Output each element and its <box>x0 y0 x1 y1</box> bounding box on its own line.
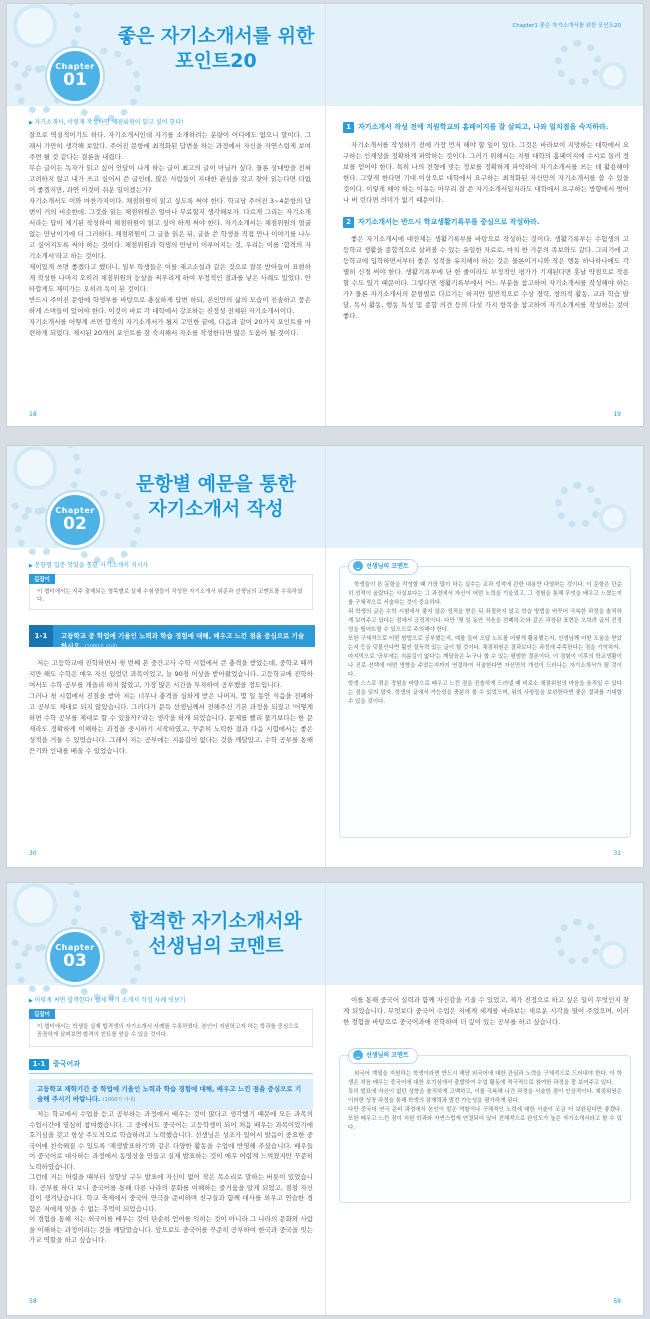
comment-tag <box>348 559 418 575</box>
guide-text: 이 챕터에서는 학생들 실제 합격생의 자기소개서 사례를 수록하였다. 본인이 지원하고자 하는 학과를 중심으로 꼼꼼하게 살펴보면 합격의 힌트를 얻을 수 있을 것이다. <box>37 1024 299 1038</box>
department-name: 중국어과 <box>53 1060 81 1068</box>
gear-decoration <box>555 919 601 965</box>
guide-box <box>29 1009 313 1047</box>
question-limit: (1000자 이내) <box>84 644 118 650</box>
guide-text: 이 챕터에서는 지주 출제되는 형목별로 실제 수험생들이 작성한 자기소개서 위준과 선생님의 코멘트를 수록하였다. <box>37 589 303 603</box>
question-prompt: 고등학교 중 학업에 기울인 노력과 학습 경험에 대해, 배우고 느낀 점을 중심으로 기술하시오. <box>61 632 305 650</box>
gear-decoration <box>599 504 627 532</box>
question-prompt: 고등학교 재학기간 중 학업에 기울인 노력과 학습 경험에 대해, 배우고 느낀 점을 중심으로 기술해 주시기 바랍니다. <box>37 1085 302 1103</box>
section-title: 자기소개서는 반드시 학교생활기록부를 중심으로 작성하라. <box>358 218 540 226</box>
section-number: 1 <box>343 122 354 133</box>
teacher-face-icon <box>353 561 363 571</box>
gear-decoration <box>555 40 601 86</box>
gear-decoration <box>13 883 57 927</box>
spread-chapter-02 <box>6 445 644 868</box>
spread-chapter-01 <box>6 3 644 427</box>
chapter-intro: ▶ 자기소개서, 이렇게 작성하면 채점위원이 읽고 싶어 한다! <box>29 117 184 126</box>
comment-tag <box>348 1048 418 1064</box>
page-gutter <box>325 4 326 426</box>
section-1-text: 자기소개서를 작성하기 전에 가장 먼저 해야 할 일이 있다. 그것은 바라보이 지망하는 대학에서 요구하는 인재상을 정확하게 파악하는 것이다. 그러기 위해서는 지원 대학의 홈페이지에 수시로 들러 정보를 얻어야 한다. 특히 나의 전형에 맞는 정보를 정확하게 파악하여 자기소개서를 쓰는 데 활용해야 한다. 그렇게 한다면 기대 이상으로 대학에서 요구하는 최적화된 자신만의 자기소개서를 쓸 수 있을 것이다. 이렇게 해야 하는 이유는 아무리 잘 쓴 자기소개서일지라도 대학에서 요구하는 방향에서 벗어나 버 린다면 의미가 없기 때문이다. <box>343 141 629 204</box>
gear-decoration <box>555 482 601 528</box>
question-box <box>29 1079 313 1110</box>
chapter-title <box>109 472 323 522</box>
gear-decoration <box>599 941 627 969</box>
spread-chapter-03 <box>6 882 644 1316</box>
chapter-badge <box>47 48 103 104</box>
chapter-title-line1: 좋은 자기소개서를 위한 <box>117 25 315 47</box>
chapter-badge <box>47 492 103 548</box>
question-number: 1-1 <box>29 625 53 647</box>
comment-tag-label: 선생님의 코멘트 <box>366 1052 409 1059</box>
section-2-heading <box>343 217 633 228</box>
chapter-title <box>109 24 323 74</box>
page-number-left: 58 <box>29 1298 37 1305</box>
page-gutter <box>325 883 326 1315</box>
intro-body-text: 잘으로 역설적이기도 하다. 자기소개서인데 자기를 소개하려는 분량이 어디에도 없으니 말이다. 그래서 가만히 생각해 보았다. 주어진 문항에 최적화된 답변을 하는 과정에서 자신을 자연스럽게 보여주면 될 것 같다는 결론을 내렸다. 무슨 글이든 독자가 읽고 싶어 안달이 나게 하는 글이 최고의 글이 아닐까 싶다. 물론 상대방을 전혀 고려하지 않고 내가 쓰고 싶어서 쓴 글인데, 많은 사람들이 지대한 관심을 갖고 찾아 읽는다면 더없이 좋겠지만, 과연 이것이 쉬운 일이겠는가? 자기소개서도 이와 마찬가지이다. 채점위원이 읽고 싶도록 써야 한다. 학교당 주어진 3~4문항의 답변이 거의 비슷한데, 그것을 읽는 채점위원은 얼마나 무료할지 생각해보자. 다르게 그리는 자기소개서라는 답이 제기된 작성하여 채점위원이 읽고 싶어 하게 써야 한다. 자기소개서는 채점위원의 얼굴 없는 만남이기에 더 그러하다. 채점위원이 그 글을 읽은 뒤, 글을 쓴 학생을 직접 만나 이야기를 나누고 싶어지도록 써야 하는 것이다. 채점위원과 학생의 만남이 이루어지는 것, 우리는 이를 '합격의 자기소개서'라고 하는 것이다. 제이있게 쓰면 좋겠다고 했더니, 일부 학생들은 이를 재고소설과 같은 것으로 잘못 받아들여 표현하게 작성한 나머지 오히려 채점위원의 눈살을 찌푸리게 하여 부정적인 결과를 낳은 사례도 있었다. 안타깝게도 재미가는 오히려 독이 된 것이다. 반드시 주어진 문항에 학생부를 바탕으로 충실하게 답변 하되, 본인만의 삶의 모습이 진솔하고 풍손하게 스며들어 있어야 한다. 이것이 바로 각 대학에서 강조하는 진정성 전체된 자기소개서이다. 자기소개서를 어떻게 쓰면 합격의 자기소개서가 될지 고민한 끝에, 다음과 같이 20가지 포인트를 마련하게 되었다. 제시된 20개의 포인트를 잘 숙지해서 자소를 작성한다면 많은 도움이 될 것이다. <box>29 131 311 337</box>
chapter-label: Chapter <box>55 506 95 515</box>
chapter-number: 03 <box>63 951 87 971</box>
chapter-number: 01 <box>63 70 87 90</box>
chapter-title <box>109 909 323 959</box>
comment-tag-label: 선생님의 코멘트 <box>366 563 409 570</box>
gear-decoration <box>13 4 57 48</box>
running-head: Chapter1 좋은 자기소개서를 위한 포인트20 <box>512 23 621 29</box>
section-title: 자기소개서 작성 전에 지원학교의 홈페이지를 잘 살피고, 나와 일치점을 숙지하라. <box>358 123 609 131</box>
chapter-intro: ▶ 이렇게 써면 합격한다! 실제 자기 소개서 작성 사례 엿보기 <box>29 995 185 1004</box>
page-number-right: 59 <box>613 1298 621 1305</box>
question-limit: (1000자 이내) <box>102 1097 136 1103</box>
chapter-title-line2: 포인트20 <box>175 50 257 72</box>
chapter-title-line2: 선생님의 코멘트 <box>148 935 284 957</box>
guide-box <box>29 574 313 610</box>
comment-text: 외국어 계열을 지원하는 학생이라면 반드시 해당 외국어에 대한 관심과 노력을 구체적으로 드러내야 한다. 이 학생은 처음 배우는 중국어에 대한 호기심에서 출발하여 수업 활동에 적극적으로 참여한 과정을 잘 보여주고 있다. 특히 발표에 자신이 없던 성향을 솔직하게 고백하고, 이를 극복해 나간 과정을 서술한 점이 인상적이다. 채점위원은 이러한 성장 과정을 통해 학생의 잠재력과 발전 가능성을 평가하게 된다. 다만 중국어 연극 준비 과정에서 본인이 맡은 역할이나 구체적인 노력에 대한 서술이 조금 더 보완된다면 좋겠다. 또한 배우고 느낀 점이 지원 학과와 자연스럽게 연결되어 있어 전체적으로 완성도가 높은 자기소개서라고 할 수 있다. <box>348 1071 622 1131</box>
answer-text: 저는 고등학교에 진학하면서 첫 번째 본 중간고사 수학 시험에서 큰 충격을 받았는데, 중학교 때까지만 해도 수학은 매우 자신 있었던 과목이었고, 늘 90점 이상을 받아왔었습니다. 고등학교에 진학하여서도 수학 공부를 게을리 하지 않았고, 가장 많은 시간을 투자하여 공부했을 정도입니다. 그러나 첫 시험에서 진점을 받아 저는 너무나 충격을 심하게 받은 나머지, 몇 일 동안 식음을 전폐하고 공부도 제대로 되지 않았습니다. 그러다가 문득 선생님께서 전해주신 기본 과정을 되짚고 '어떻게 하면 수학 공부를 제대로 할 수 있을까?'라는 생각을 하게 되었습니다. 문제를 빨리 풀기보다는 한 문제라도 정확하게 이해하는 과정을 중시하기 시작하였고, 꾸준히 노력한 결과 다음 시험에서는 좋은 성적을 거둘 수 있었습니다. 그래서 저는 공부에는 지름길이 없다는 것을 깨달았고, 수학 공부를 통해 끈기와 인내를 배울 수 있었습니다. <box>29 659 313 755</box>
section-number: 2 <box>343 217 354 228</box>
page-number-left: 30 <box>29 850 37 857</box>
question-text <box>61 631 307 652</box>
chapter-title-line1: 합격한 자기소개서와 <box>130 910 302 932</box>
page-gutter <box>325 446 326 867</box>
chapter-badge <box>47 929 103 985</box>
chapter-number: 02 <box>63 514 87 534</box>
answer-continued-text: 이를 통해 중국어 실력과 함께 자신감을 키울 수 있었고, 제가 진정으로 하고 싶은 일이 무엇인지 찾게 되었습니다. 무엇보다 중국어 수업은 저에게 세계를 바라보는 새로운 시각을 열어 주었으며, 이러한 경험을 바탕으로 중국어과에 진학하여 더 깊이 있는 공부를 하고 싶습니다. <box>343 996 629 1026</box>
guide-tag: 길잡이 <box>29 574 55 584</box>
teacher-comment-box <box>339 1052 631 1203</box>
answer-text: 저는 학교에서 수업을 듣고 공부하는 과정에서 배우는 것이 많다고 생각했기 때문에 모든 과목의 수업시간에 열심히 참여했습니다. 그 중에서도 중국어는 고등학생이 되어 처음 배우는 과목이었기에 호기심을 갖고 항상 주도적으로 학습하려고 노력했습니다. 선생님은 성조가 있어서 발음이 중요한 중국어에 친숙해질 수 있도록 '재생발표하기'와 같은 다양한 활동을 수업에 반영해 주셨습니다. 배우들이 중국어로 대사하는 과정에서 동영상을 만들고 실제 발표하는 것이 매우 어렵게 느껴졌지만 꾸준히 노력하였습니다. 그런데 저는 어렵을 때부터 성향상 구두 발표에 자신이 없어 작은 목소리로 말하는 버릇이 있었습니다. 공부를 하다 보니 중국어를 통해 다른 나라의 문화를 이해하는 즐거움을 알게 되었고, 점점 자신감이 생겨났습니다. 학교 축제에서 중국어 연극을 준비하며 친구들과 함께 대사를 외우고 연습한 경험은 저에게 잊을 수 없는 추억이 되었습니다. 이 경험을 통해 저는 외국어를 배우는 것이 단순히 언어를 익히는 것이 아니라 그 나라의 문화와 사람을 이해하는 과정이라는 것을 깨달았습니다. 앞으로도 중국어를 꾸준히 공부하여 한국과 중국을 잇는 가교 역할을 하고 싶습니다. <box>29 1110 313 1244</box>
gear-decoration <box>13 446 57 490</box>
comment-text: 학생들이 본 문항을 작성할 때 가장 많이 하는 실수는 교과 성적에 관한 내용만 나열하는 것이다. 이 문항은 단순히 성적이 올랐다는 사실보다는 그 과정에서 자신이 어떤 노력을 기울였고, 그 경험을 통해 무엇을 배우고 느꼈는지를 구체적으로 서술하는 것이 중요하다. 위 학생의 글은 수학 시험에서 좋지 않은 성적을 받은 뒤 좌절하지 않고 학습 방법을 바꾸어 극복한 과정을 솔직하게 보여주고 있다는 점에서 긍정적이다. 다만 '몇 일 동안 식음을 전폐하고'와 같은 과장된 표현은 오히려 글의 진정성을 떨어뜨릴 수 있으므로 주의해야 한다. 또한 구체적으로 어떤 방법으로 공부했는지, 예를 들어 오답 노트를 어떻게 활용했는지, 선생님께 어떤 도움을 받았는지 등을 덧붙인다면 훨씬 설득력 있는 글이 될 것이다. 채점위원은 결과보다는 과정에 주목한다는 점을 기억하자. 마지막으로 '공부에는 지름길이 없다'는 깨달음은 누구나 할 수 있는 평범한 결론이다. 이 경험이 이후의 학교생활이나 진로 선택에 어떤 영향을 주었는지까지 연결하여 서술한다면 자신만의 개성이 드러나는 자기소개서가 될 것이다. 학생 스스로 겪은 경험을 바탕으로 배우고 느낀 점을 진솔하게 드러낼 때 비로소 채점위원의 마음을 움직일 수 있다는 점을 잊지 말자. 학생의 글에서 가능성을 충분히 볼 수 있었으며, 위의 사항들을 보완한다면 좋은 결과를 기대할 수 있을 것이다. <box>348 582 622 705</box>
guide-tag: 길잡이 <box>29 1009 55 1019</box>
section-1-heading <box>343 122 633 133</box>
chapter-label: Chapter <box>55 943 95 952</box>
department-heading <box>29 1059 313 1074</box>
page-number-right: 31 <box>613 850 621 857</box>
section-2-text: 좋은 자기소개서에 대전제는 생활기록부를 바탕으로 작성하는 것이다. 생활기록부는 수험생의 고등학교 생활을 종합적으로 살펴볼 수 있는 유일한 자료로, 마치 한 가문의 족보와도 같다. 그리기에 고등학교에 입학하면서부터 좋은 성적을 유지해야 하는 것은 물론이거니와 작은 행동 하나하나에도 각별히 신경 써야 한다. 생활기록부에 단 한 줄이라도 부정적인 평가가 기재된다면 훗날 약점으로 작용할 수도 있기 때문이다. 그렇다면 생활기록부에서 어느 부분을 참고하여 자기소개서를 작성해야 하는가? 물론 자기소개서의 문항별로 다르기는 하지만 일반적으로 수상 경력, 창의적 활동, 교과 학습 발달, 독서 활동, 행동 특성 및 종합 의견 등의 다섯 가지 항목을 참고하여 자기소개서를 작성하는 것이 좋다. <box>343 235 629 320</box>
chapter-title-line2: 자기소개서 작성 <box>148 498 284 520</box>
chapter-label: Chapter <box>55 62 95 71</box>
teacher-comment-box <box>339 563 631 838</box>
question-bar <box>29 625 315 650</box>
page-number-left: 18 <box>29 411 37 418</box>
chapter-intro: ▶ 문항별 입증 맛있을 통한 자기소개서 지시사 <box>29 560 148 569</box>
page-number-right: 19 <box>613 411 621 418</box>
chapter-title-line1: 문항별 예문을 통한 <box>135 473 297 495</box>
teacher-face-icon <box>353 1050 363 1060</box>
gear-decoration <box>599 62 627 90</box>
department-number: 1-1 <box>29 1059 49 1070</box>
